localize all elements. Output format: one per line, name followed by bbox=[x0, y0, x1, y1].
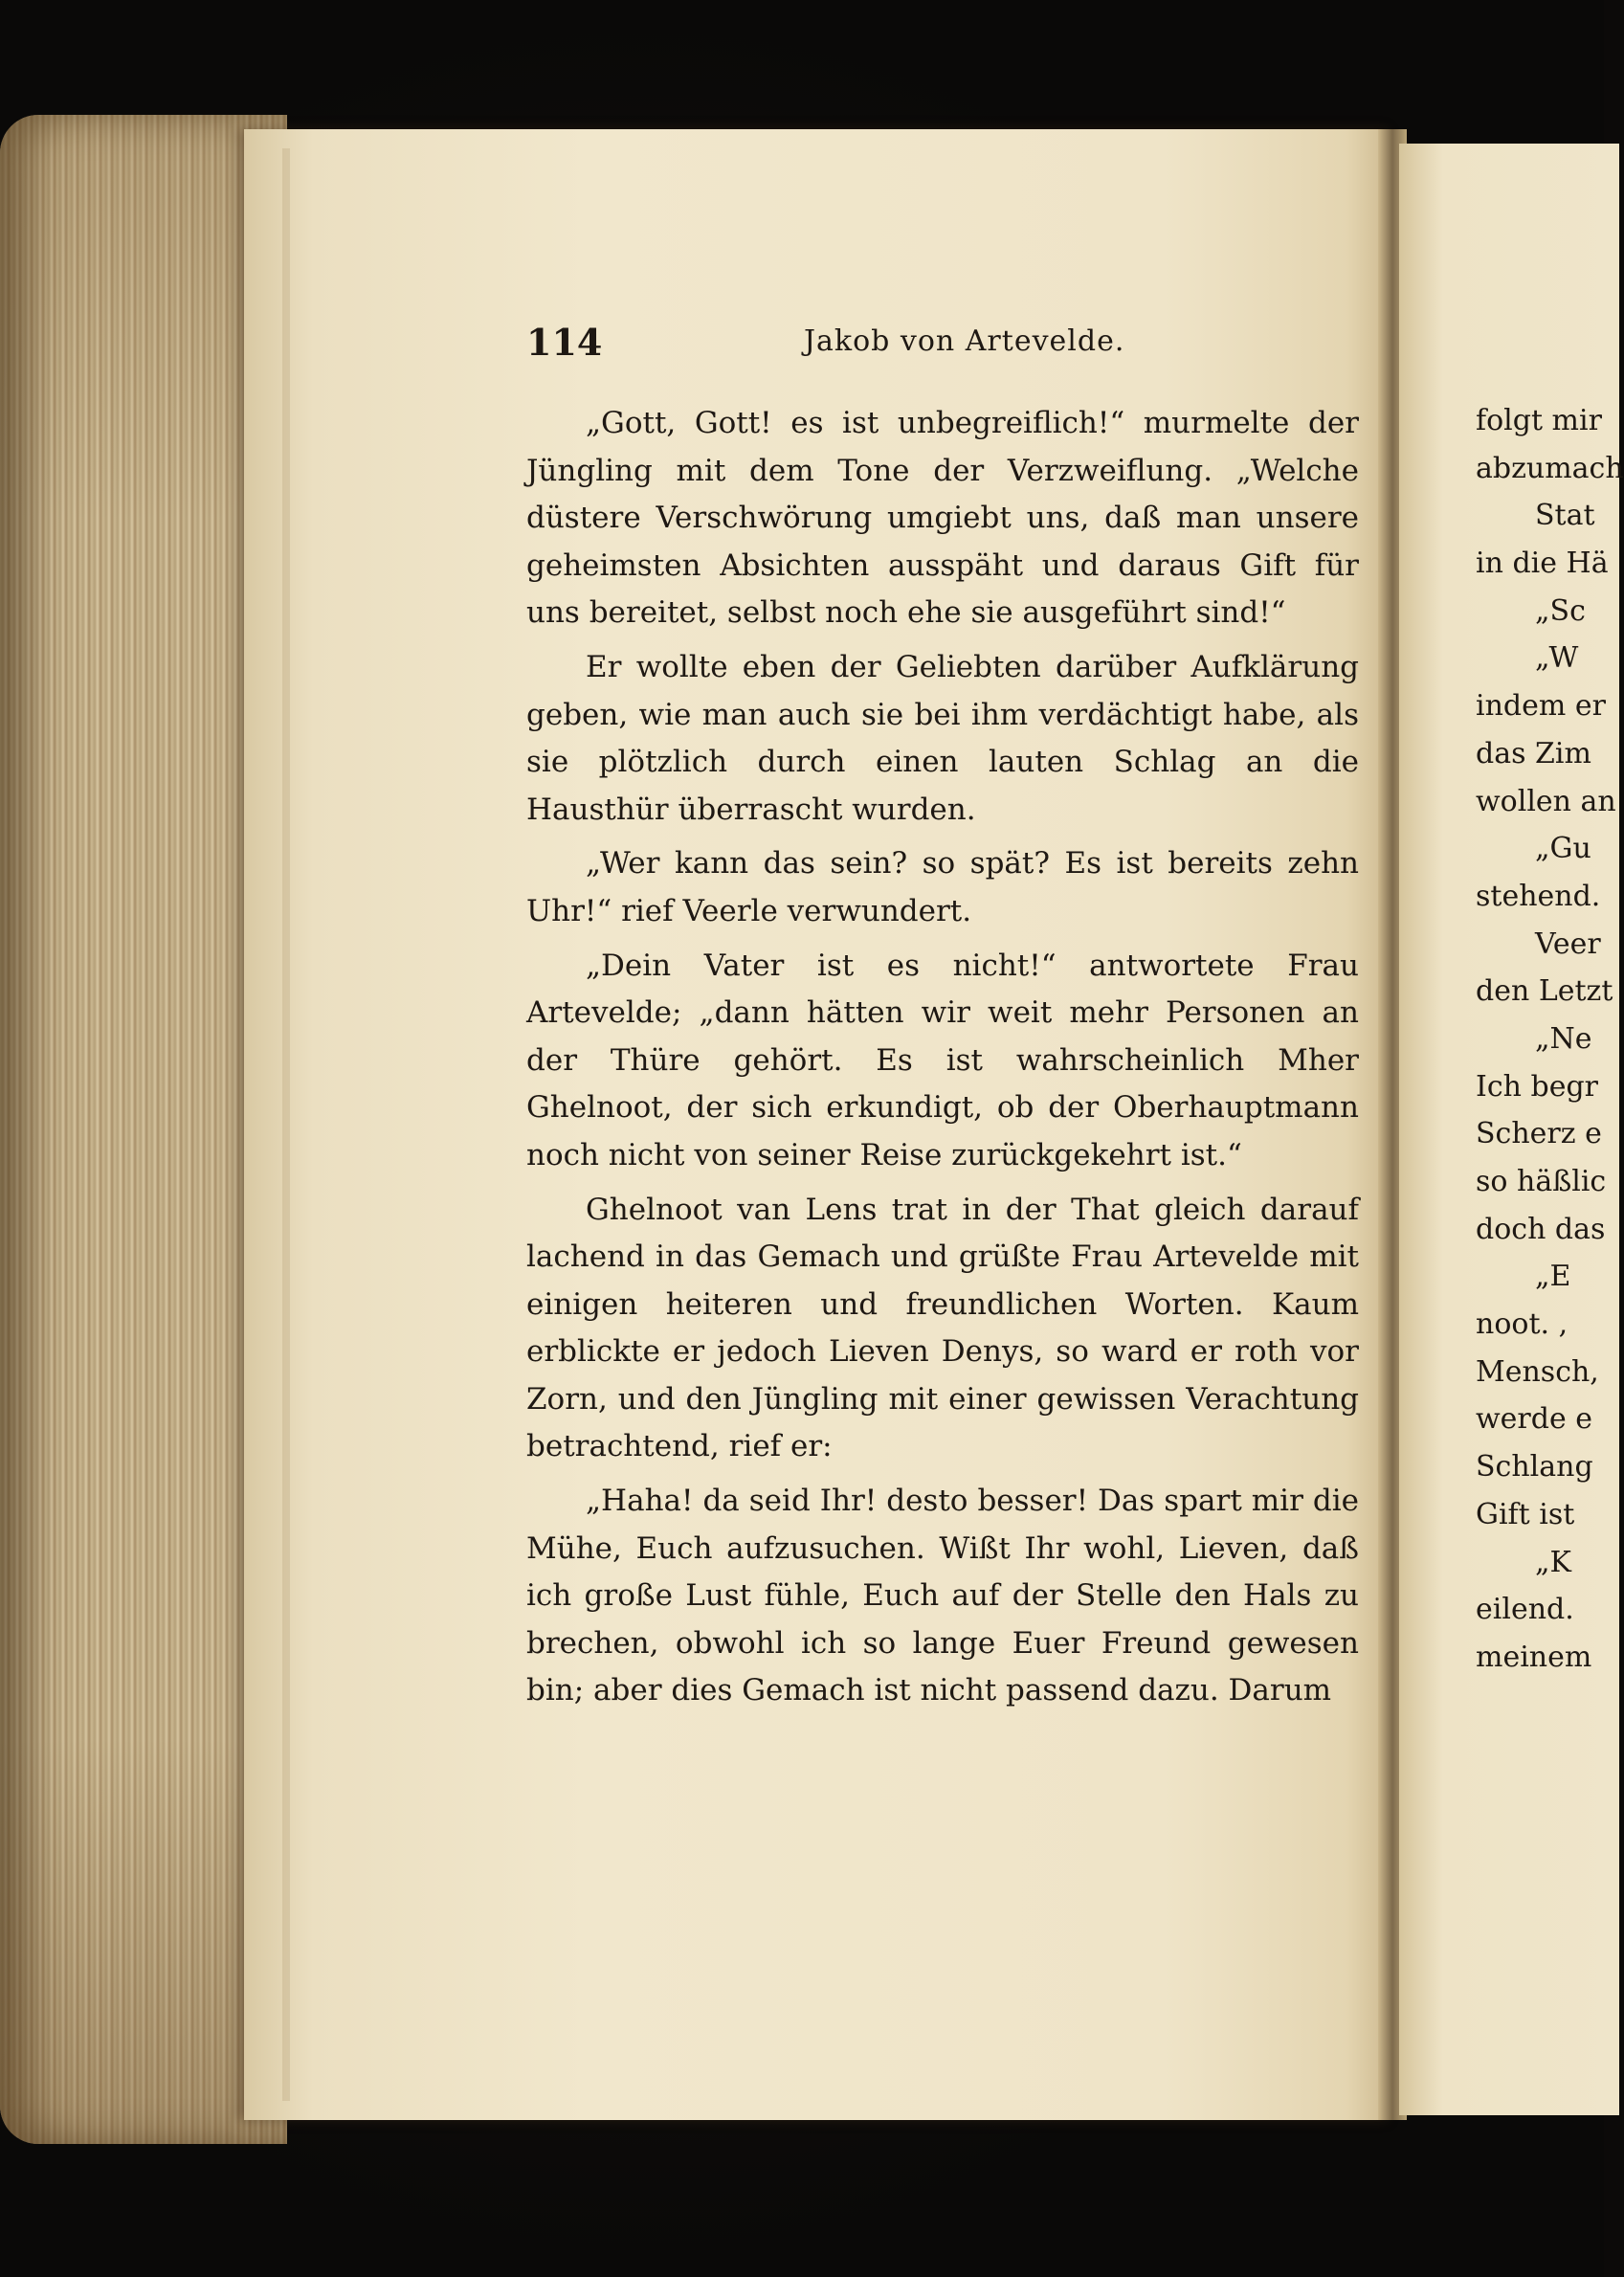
paragraph: „Wer kann das sein? so spät? Es ist bereits zehn Uhr!“ rief Veerle verwundert. bbox=[526, 846, 1359, 928]
right-page-line: Schlang bbox=[1476, 1450, 1593, 1485]
right-page-line: abzumach bbox=[1476, 451, 1624, 485]
paragraph: „Gott, Gott! es ist unbegreiflich!“ murmelte der Jüngling mit dem Tone der Verzweiflung. „Welche düstere Verschwörung umgiebt uns, daß man unsere geheimsten Absichten ausspäht und daraus Gift für uns bereitet, selbst noch ehe sie ausgeführt sind!“ bbox=[526, 406, 1359, 631]
paragraph: Ghelnoot van Lens trat in der That gleich darauf lachend in das Gemach und grüßte Frau Artevelde mit einigen heiteren und freundlichen Worten. Kaum erblickte er jedoch Lieven Denys, so ward er roth vor Zorn, und den Jüngling mit einer gewissen Verachtung betrachtend, rief er: bbox=[526, 1192, 1359, 1464]
right-page-line: stehend. bbox=[1476, 879, 1601, 913]
right-page-line: meinem bbox=[1476, 1640, 1592, 1674]
right-page-line: indem er bbox=[1476, 689, 1606, 724]
right-page-line: werde e bbox=[1476, 1402, 1593, 1437]
paragraph: „Haha! da seid Ihr! desto besser! Das spart mir die Mühe, Euch aufzusuchen. Wißt Ihr wohl, Lieven, daß ich große Lust fühle, Euch auf der Stelle den Hals zu brechen, obwohl ich so lange Euer Freund gewesen bin; aber dies Gemach ist nicht passend dazu. Darum bbox=[526, 1484, 1359, 1708]
right-page-line: eilend. bbox=[1476, 1593, 1574, 1627]
right-page-line: so häßlic bbox=[1476, 1165, 1607, 1198]
running-title: Jakob von Artevelde. bbox=[804, 324, 1125, 358]
right-page-line: „Sc bbox=[1535, 593, 1586, 628]
right-page-line: Scherz e bbox=[1476, 1117, 1602, 1151]
paragraph: Er wollte eben der Geliebten darüber Aufklärung geben, wie man auch sie bei ihm verdächtigt habe, als sie plötzlich durch einen lauten Schlag an die Hausthür überrascht wurden. bbox=[526, 649, 1359, 827]
right-page-line: „E bbox=[1535, 1260, 1571, 1294]
right-page-line: das Zim bbox=[1476, 736, 1591, 770]
right-page-line: Stat bbox=[1535, 499, 1595, 533]
page-number: 114 bbox=[526, 321, 603, 364]
body-text bbox=[526, 400, 1359, 1722]
right-page-text bbox=[1476, 397, 1624, 1682]
right-page-line: Gift ist bbox=[1476, 1497, 1575, 1531]
right-page-line: folgt mir bbox=[1476, 404, 1602, 437]
right-page-line: noot. , bbox=[1476, 1307, 1568, 1342]
right-page-line: „K bbox=[1535, 1545, 1571, 1579]
running-head bbox=[526, 321, 1359, 368]
right-page-line: wollen an bbox=[1476, 784, 1616, 818]
right-page-line: „Ne bbox=[1535, 1021, 1592, 1056]
right-page-line: „W bbox=[1535, 641, 1579, 676]
right-page-line: „Gu bbox=[1535, 832, 1591, 866]
right-page-line: den Letzt bbox=[1476, 974, 1613, 1009]
right-page-line: in die Hä bbox=[1476, 547, 1609, 581]
right-page-line: Veer bbox=[1535, 926, 1601, 961]
paragraph: „Dein Vater ist es nicht!“ antwortete Frau Artevelde; „dann hätten wir weit mehr Personen an der Thüre gehört. Es ist wahrscheinlich Mher Ghelnoot, der sich erkundigt, ob der Oberhauptmann noch nicht von seiner Reise zurückgekehrt ist.“ bbox=[526, 948, 1359, 1172]
right-page-line: doch das bbox=[1476, 1212, 1606, 1246]
right-page-line: Mensch, bbox=[1476, 1354, 1599, 1389]
right-page-line: Ich begr bbox=[1476, 1069, 1599, 1104]
